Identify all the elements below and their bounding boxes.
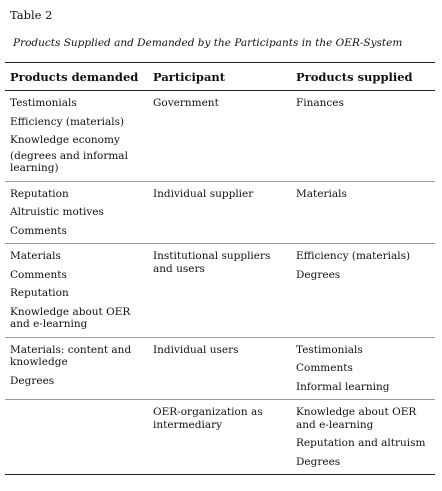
demanded-item: Knowledge economy	[10, 134, 120, 146]
demanded-item: Degrees	[10, 374, 55, 387]
products-table	[5, 62, 435, 475]
demanded-item: Efficiency (materials)	[10, 115, 125, 128]
header-participant: Participant	[148, 63, 291, 91]
participant-name: Individual users	[153, 343, 239, 356]
supplied-item: Testimonials	[296, 343, 363, 356]
supplied-item: Knowledge about OER and e-learning	[296, 406, 417, 431]
supplied-cell	[291, 181, 435, 244]
table-row	[5, 337, 435, 400]
demanded-item: Materials	[10, 250, 61, 262]
supplied-item: Comments	[296, 362, 353, 374]
demanded-item: Altruistic motives	[10, 206, 104, 218]
demanded-item: Comments	[10, 268, 67, 281]
participant-cell	[148, 181, 291, 244]
demanded-item: (degrees and informal learning)	[10, 149, 128, 174]
participant-name: Government	[153, 97, 219, 109]
supplied-cell	[291, 337, 435, 400]
participant-cell	[148, 400, 291, 475]
supplied-item: Degrees	[296, 455, 341, 468]
demanded-cell	[5, 181, 148, 244]
supplied-item: Reputation and altruism	[296, 437, 426, 449]
participant-name: Individual supplier	[153, 187, 254, 200]
supplied-item: Efficiency (materials)	[296, 250, 411, 262]
supplied-item: Finances	[296, 97, 344, 109]
demanded-item: Knowledge about OER and e-learning	[10, 305, 131, 330]
header-products-supplied: Products supplied	[291, 63, 435, 91]
supplied-cell	[291, 400, 435, 475]
demanded-item: Comments	[10, 224, 67, 237]
supplied-item: Degrees	[296, 268, 341, 281]
participant-cell	[148, 91, 291, 182]
table-row	[5, 400, 435, 475]
demanded-cell	[5, 91, 148, 182]
table-title: Products Supplied and Demanded by the Participants in the OER-System	[13, 37, 403, 49]
demanded-item: Reputation	[10, 187, 69, 200]
demanded-item: Reputation	[10, 287, 69, 299]
participant-cell	[148, 244, 291, 338]
table-row	[5, 91, 435, 182]
demanded-item: Materials: content and knowledge	[10, 343, 132, 368]
demanded-cell	[5, 400, 148, 475]
supplied-cell	[291, 244, 435, 338]
supplied-cell	[291, 91, 435, 182]
table-header-row	[5, 63, 435, 91]
table-number: Table 2	[10, 8, 53, 22]
demanded-item: Testimonials	[10, 97, 77, 109]
table-row	[5, 244, 435, 338]
participant-name: OER-organization as intermediary	[153, 406, 263, 431]
participant-name: Institutional suppliers and users	[153, 250, 271, 275]
supplied-item: Materials	[296, 187, 347, 200]
header-products-demanded: Products demanded	[5, 63, 148, 91]
supplied-item: Informal learning	[296, 380, 390, 393]
participant-cell	[148, 337, 291, 400]
demanded-cell	[5, 244, 148, 338]
table-row	[5, 181, 435, 244]
demanded-cell	[5, 337, 148, 400]
